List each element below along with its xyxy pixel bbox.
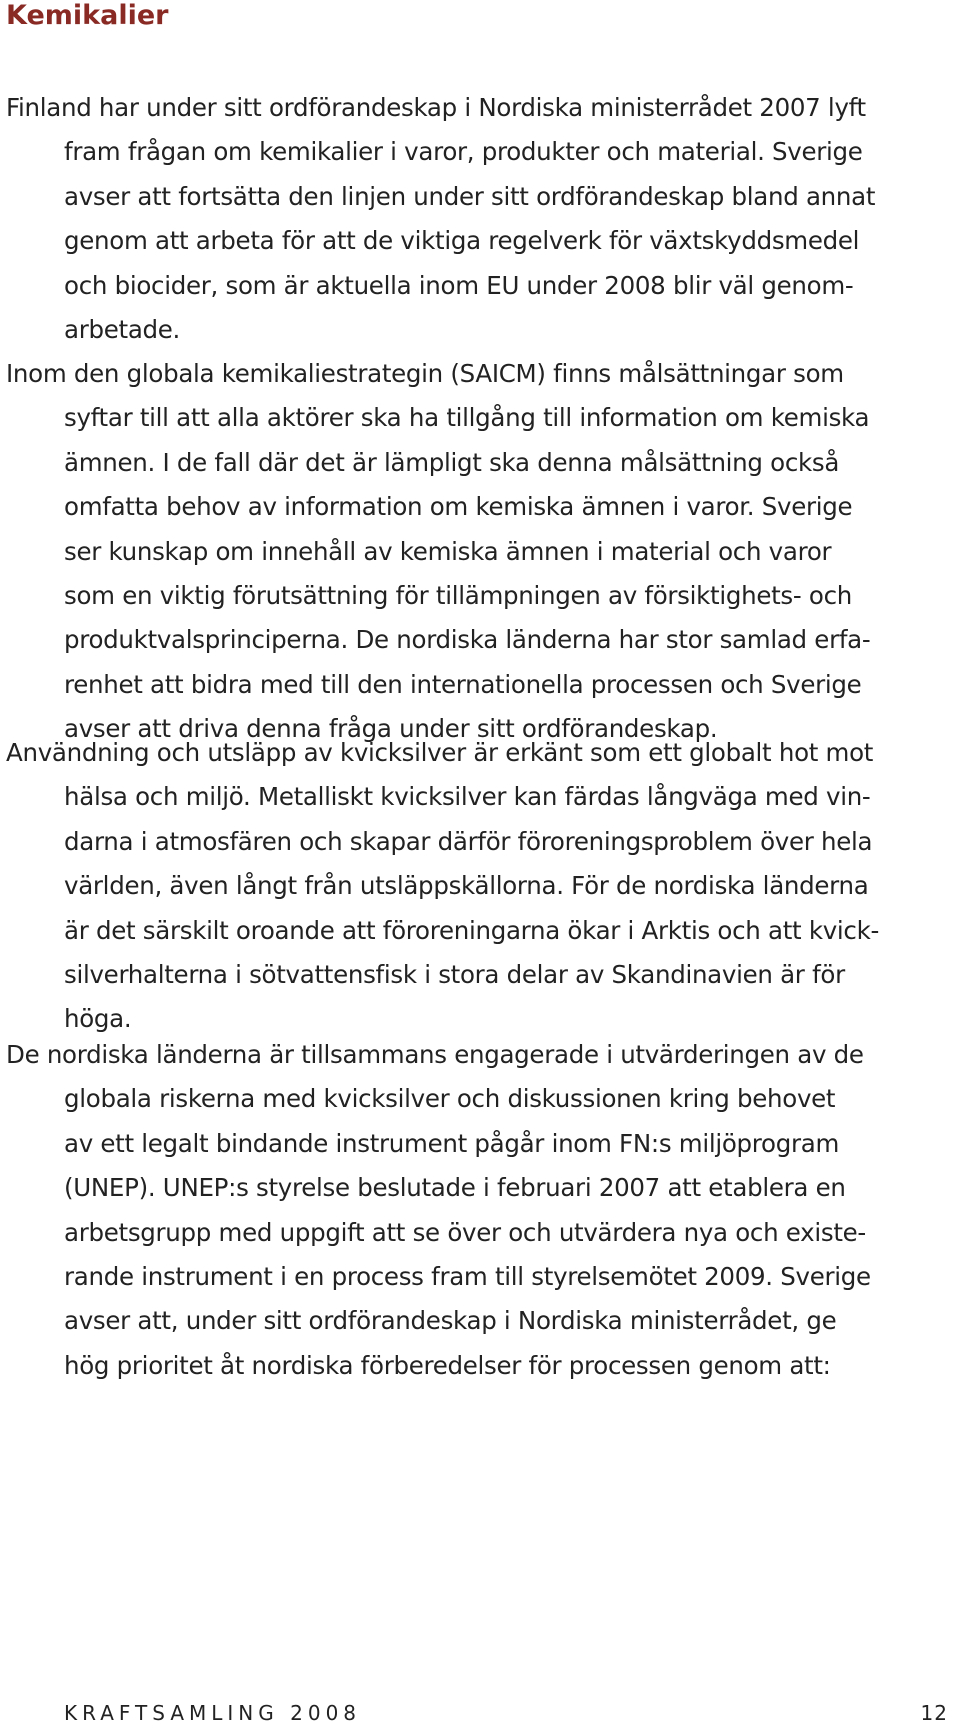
text-line: av ett legalt bindande instrument pågår inom FN:s miljöprogram — [64, 1128, 840, 1158]
text-line: arbetsgrupp med uppgift att se över och utvärdera nya och existe- — [64, 1217, 866, 1247]
paragraph-finland-chemicals — [6, 86, 946, 352]
text-line: Finland har under sitt ordförandeskap i Nordiska ministerrådet 2007 lyft — [6, 93, 866, 122]
text-line: renhet att bidra med till den internationella processen och Sverige — [64, 669, 862, 699]
text-line: globala riskerna med kvicksilver och diskussionen kring behovet — [64, 1084, 836, 1114]
text-line: (UNEP). UNEP:s styrelse beslutade i februari 2007 att etablera en — [64, 1173, 846, 1203]
paragraph-saicm — [6, 352, 946, 752]
footer-publication-title: KRAFTSAMLING 2008 — [64, 1701, 362, 1725]
text-line: fram frågan om kemikalier i varor, produkter och material. Sverige — [64, 137, 863, 167]
text-line: avser att fortsätta den linjen under sitt ordförandeskap bland annat — [64, 181, 876, 211]
text-line: höga. — [64, 1004, 132, 1034]
text-line: är det särskilt oroande att föroreningarna ökar i Arktis och att kvick- — [64, 915, 880, 945]
text-line: Användning och utsläpp av kvicksilver är erkänt som ett globalt hot mot — [6, 738, 874, 767]
paragraph-mercury-use — [6, 731, 946, 1042]
text-line: och biocider, som är aktuella inom EU under 2008 blir väl genom- — [64, 270, 854, 300]
text-line: hög prioritet åt nordiska förberedelser för processen genom att: — [64, 1350, 831, 1380]
text-line: genom att arbeta för att de viktiga regelverk för växtskyddsmedel — [64, 226, 860, 256]
text-line: hälsa och miljö. Metalliskt kvicksilver kan färdas långväga med vin- — [64, 782, 871, 812]
text-line: avser att driva denna fråga under sitt ordförandeskap. — [64, 714, 718, 744]
text-line: silverhalterna i sötvattensfisk i stora delar av Skandinavien är för — [64, 959, 845, 989]
text-line: avser att, under sitt ordförandeskap i Nordiska ministerrådet, ge — [64, 1306, 837, 1336]
text-line: Inom den globala kemikaliestrategin (SAICM) finns målsättningar som — [6, 359, 844, 388]
text-line: De nordiska länderna är tillsammans engagerade i utvärderingen av de — [6, 1040, 864, 1069]
text-line: omfatta behov av information om kemiska ämnen i varor. Sverige — [64, 492, 853, 522]
section-heading: Kemikalier — [6, 0, 169, 31]
text-line: världen, även långt från utsläppskällorna. För de nordiska länderna — [64, 871, 869, 901]
text-line: ser kunskap om innehåll av kemiska ämnen i material och varor — [64, 536, 832, 566]
footer-page-number: 12 — [920, 1701, 948, 1725]
text-line: syftar till att alla aktörer ska ha tillgång till information om kemiska — [64, 403, 870, 433]
text-line: darna i atmosfären och skapar därför föroreningsproblem över hela — [64, 826, 873, 856]
text-line: produktvalsprinciperna. De nordiska länderna har stor samlad erfa- — [64, 625, 871, 655]
text-line: arbetade. — [64, 314, 181, 344]
text-line: ämnen. I de fall där det är lämpligt ska denna målsättning också — [64, 447, 840, 477]
paragraph-unep-mercury — [6, 1033, 946, 1388]
text-line: rande instrument i en process fram till styrelsemötet 2009. Sverige — [64, 1261, 871, 1291]
text-line: som en viktig förutsättning för tillämpningen av försiktighets- och — [64, 580, 852, 610]
